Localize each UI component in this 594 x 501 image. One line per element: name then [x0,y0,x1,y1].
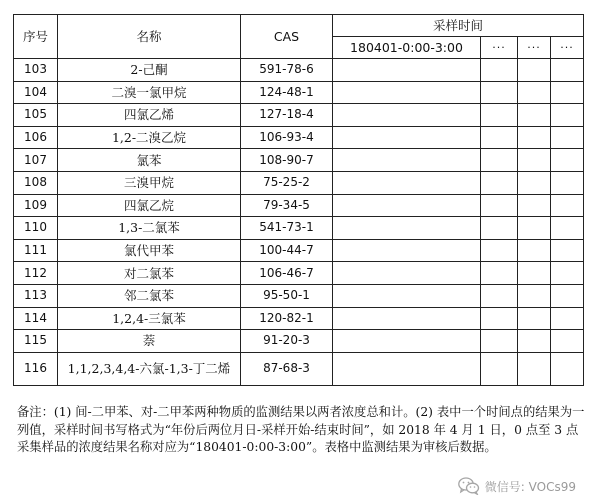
row-index: 114 [14,307,58,330]
row-cas: 100-44-7 [241,239,333,262]
row-sampling-value [333,239,481,262]
row-index: 104 [14,81,58,104]
header-sampling-ellipsis: ··· [481,37,518,59]
row-name: 1,3-二氯苯 [58,217,241,240]
row-name: 萘 [58,330,241,353]
row-sampling-value [333,352,481,385]
row-sampling-value [481,239,518,262]
table-header [14,15,584,59]
row-name: 1,2,4-三氯苯 [58,307,241,330]
table-row [14,284,584,307]
row-sampling-value [481,171,518,194]
row-sampling-value [333,149,481,172]
row-cas: 79-34-5 [241,194,333,217]
row-index: 105 [14,104,58,127]
row-cas: 120-82-1 [241,307,333,330]
row-sampling-value [518,104,551,127]
row-sampling-value [481,81,518,104]
header-sampling-ellipsis: ··· [551,37,584,59]
row-sampling-value [333,81,481,104]
row-sampling-value [518,284,551,307]
row-sampling-value [481,217,518,240]
row-sampling-value [518,352,551,385]
row-cas: 87-68-3 [241,352,333,385]
watermark-text: 微信号: VOCs99 [484,479,576,494]
row-name: 1,1,2,3,4,4-六氯-1,3-丁二烯 [58,352,241,385]
row-cas: 124-48-1 [241,81,333,104]
row-index: 107 [14,149,58,172]
table-row [14,330,584,353]
row-sampling-value [518,262,551,285]
row-sampling-value [551,59,584,82]
row-sampling-value [518,307,551,330]
row-sampling-value [481,330,518,353]
row-index: 112 [14,262,58,285]
row-index: 110 [14,217,58,240]
table-row [14,217,584,240]
row-index: 108 [14,171,58,194]
row-sampling-value [333,104,481,127]
row-cas: 91-20-3 [241,330,333,353]
row-sampling-value [551,330,584,353]
header-name: 名称 [58,15,241,59]
row-index: 115 [14,330,58,353]
row-name: 氯苯 [58,149,241,172]
header-sampling-time: 采样时间 [333,15,584,37]
row-sampling-value [333,59,481,82]
row-cas: 127-18-4 [241,104,333,127]
row-sampling-value [333,307,481,330]
row-name: 氯代甲苯 [58,239,241,262]
row-sampling-value [333,126,481,149]
row-sampling-value [518,239,551,262]
row-name: 四氯乙烷 [58,194,241,217]
row-sampling-value [551,81,584,104]
row-sampling-value [518,171,551,194]
row-sampling-value [481,194,518,217]
row-sampling-value [551,239,584,262]
row-name: 对二氯苯 [58,262,241,285]
row-name: 三溴甲烷 [58,171,241,194]
row-cas: 106-93-4 [241,126,333,149]
table-row [14,81,584,104]
watermark [458,477,576,495]
table-row [14,126,584,149]
row-sampling-value [551,126,584,149]
footnote: 备注：(1) 间-二甲苯、对-二甲苯两种物质的监测结果以两者浓度总和计。(2) 表中一个时间点的结果为一列值，采样时间书写格式为“年份后两位月日-采样开始-结束时间”，如 2018 年 4 月 1 日，0 点至 3 点采集样品的浓度结果名称对应为“180401-0:00-3:00”。表格中监测结果为审核后数据。 [17,405,585,454]
row-name: 2-己酮 [58,59,241,82]
row-sampling-value [481,149,518,172]
row-cas: 108-90-7 [241,149,333,172]
row-index: 106 [14,126,58,149]
table-row [14,194,584,217]
header-cas: CAS [241,15,333,59]
row-sampling-value [481,284,518,307]
row-index: 113 [14,284,58,307]
row-name: 二溴一氯甲烷 [58,81,241,104]
table-row [14,352,584,385]
row-sampling-value [551,352,584,385]
row-cas: 95-50-1 [241,284,333,307]
wechat-icon [458,477,480,495]
row-cas: 75-25-2 [241,171,333,194]
row-sampling-value [518,149,551,172]
row-sampling-value [481,307,518,330]
row-sampling-value [518,126,551,149]
row-sampling-value [551,171,584,194]
table-row [14,239,584,262]
row-sampling-value [551,104,584,127]
header-sampling-slot: 180401-0:00-3:00 [333,37,481,59]
compound-table [13,14,584,386]
row-sampling-value [518,217,551,240]
row-name: 邻二氯苯 [58,284,241,307]
row-cas: 591-78-6 [241,59,333,82]
row-sampling-value [518,330,551,353]
row-cas: 106-46-7 [241,262,333,285]
row-name: 1,2-二溴乙烷 [58,126,241,149]
row-index: 103 [14,59,58,82]
row-sampling-value [551,217,584,240]
row-sampling-value [333,330,481,353]
row-sampling-value [518,59,551,82]
table-row [14,104,584,127]
row-sampling-value [481,126,518,149]
header-sampling-ellipsis: ··· [518,37,551,59]
table-row [14,59,584,82]
row-sampling-value [333,217,481,240]
row-sampling-value [333,284,481,307]
row-sampling-value [481,59,518,82]
table-row [14,307,584,330]
row-sampling-value [481,352,518,385]
header-index: 序号 [14,15,58,59]
row-name: 四氯乙烯 [58,104,241,127]
row-sampling-value [481,104,518,127]
row-sampling-value [333,194,481,217]
row-sampling-value [551,284,584,307]
row-sampling-value [333,171,481,194]
row-sampling-value [481,262,518,285]
table-body [14,59,584,386]
row-sampling-value [518,194,551,217]
row-index: 116 [14,352,58,385]
table-row [14,149,584,172]
table-row [14,171,584,194]
row-cas: 541-73-1 [241,217,333,240]
table-row [14,262,584,285]
row-sampling-value [518,81,551,104]
row-index: 109 [14,194,58,217]
row-sampling-value [551,149,584,172]
row-sampling-value [551,194,584,217]
row-sampling-value [551,307,584,330]
row-index: 111 [14,239,58,262]
row-sampling-value [551,262,584,285]
row-sampling-value [333,262,481,285]
